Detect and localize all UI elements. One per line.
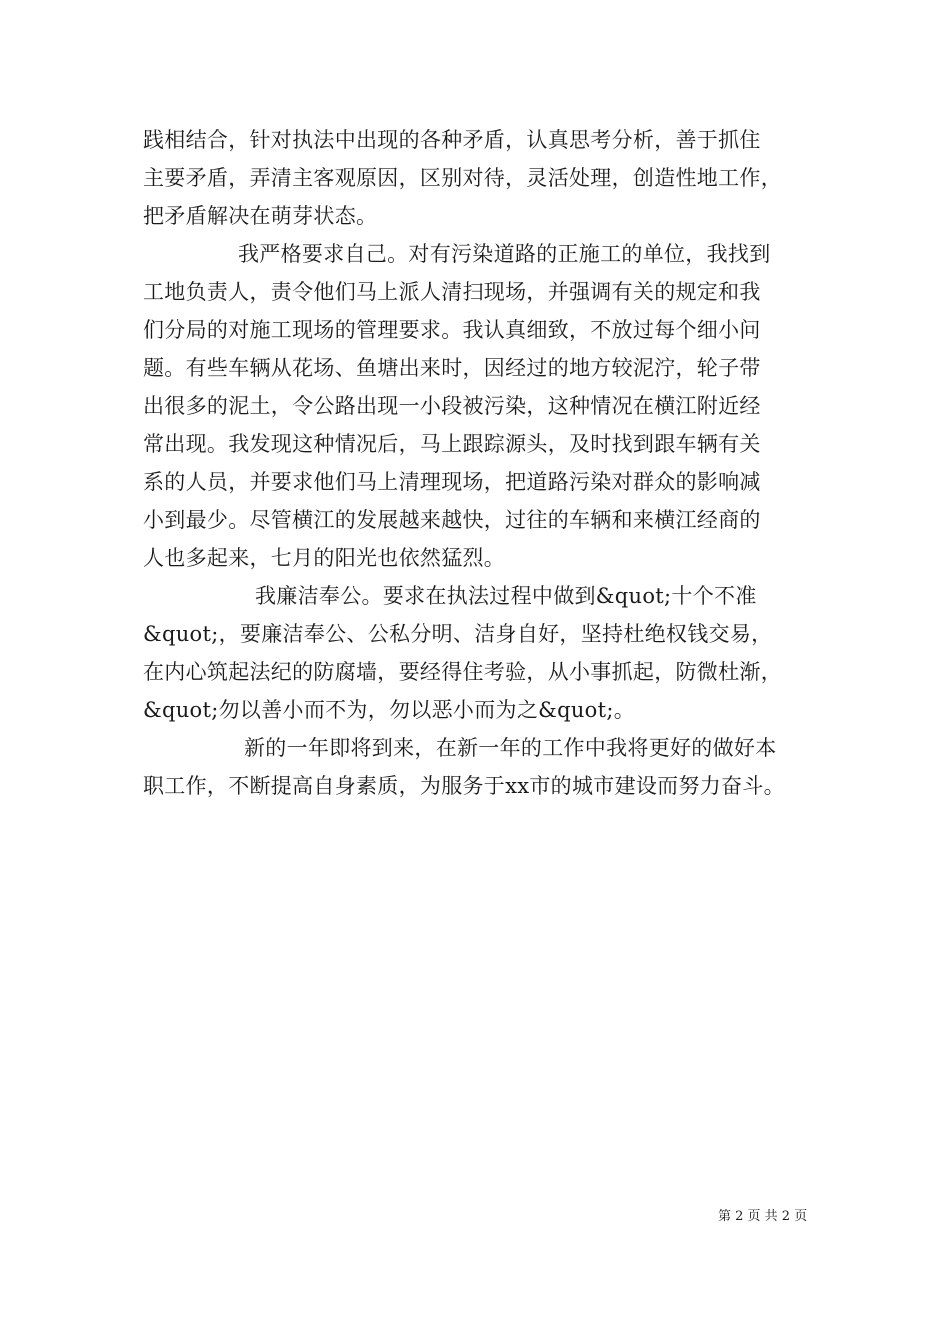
text-line: 小到最少。尽管横江的发展越来越快，过往的车辆和来横江经商的 [143,508,761,532]
paragraph-start-line: 新的一年即将到来，在新一年的工作中我将更好的做好本 [244,736,777,760]
paragraph-start-line: 我廉洁奉公。要求在执法过程中做到&quot;十个不准 [255,584,757,608]
text-line: 主要矛盾，弄清主客观原因，区别对待，灵活处理，创造性地工作， [143,166,782,190]
text-line: &quot;，要廉洁奉公、公私分明、洁身自好，坚持杜绝权钱交易， [143,622,773,646]
text-line: 人也多起来，七月的阳光也依然猛烈。 [143,546,506,570]
paragraph-start-line: 我严格要求自己。对有污染道路的正施工的单位，我找到 [238,242,771,266]
text-line: &quot;勿以善小而不为，勿以恶小而为之&quot;。 [143,698,636,722]
text-line: 在内心筑起法纪的防腐墙，要经得住考验，从小事抓起，防微杜渐， [143,660,782,684]
text-line: 工地负责人，责令他们马上派人清扫现场，并强调有关的规定和我 [143,280,761,304]
page-indicator: 第 2 页 共 2 页 [718,1209,808,1224]
text-line: 职工作，不断提高自身素质，为服务于xx市的城市建设而努力奋斗。 [143,774,785,798]
text-line: 题。有些车辆从花场、鱼塘出来时，因经过的地方较泥泞，轮子带 [143,356,761,380]
text-line: 出很多的泥土，令公路出现一小段被污染，这种情况在横江附近经 [143,394,761,418]
text-line: 把矛盾解决在萌芽状态。 [143,204,378,228]
text-line: 践相结合，针对执法中出现的各种矛盾，认真思考分析，善于抓住 [143,128,761,152]
text-line: 常出现。我发现这种情况后，马上跟踪源头，及时找到跟车辆有关 [143,432,761,456]
text-line: 系的人员，并要求他们马上清理现场，把道路污染对群众的影响减 [143,470,761,494]
page-footer [718,1205,807,1224]
document-body [143,121,815,805]
text-line: 们分局的对施工现场的管理要求。我认真细致，不放过每个细小问 [143,318,761,342]
